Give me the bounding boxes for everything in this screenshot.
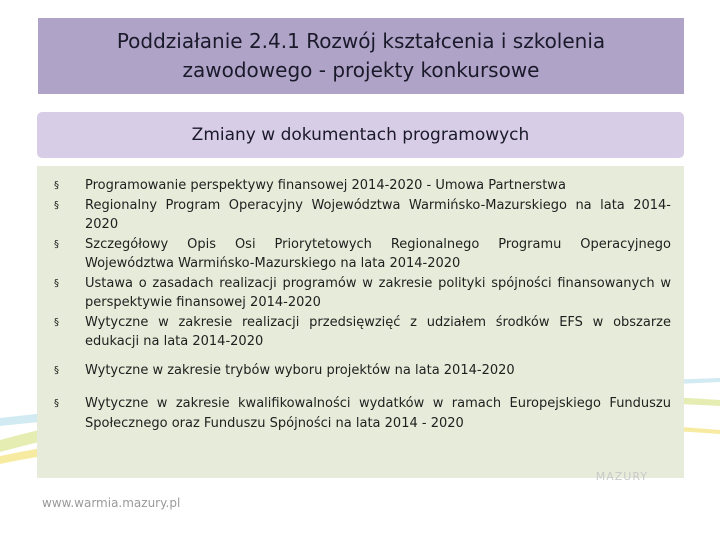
list-item (54, 235, 671, 274)
list-item (54, 394, 671, 433)
bullet-icon: § (54, 364, 59, 376)
title-banner (38, 18, 684, 94)
list-item-text: Wytyczne w zakresie kwalifikowalności wydatków w ramach Europejskiego Funduszu Społecznego oraz Funduszu Spójności na lata 2014 - 2020 (85, 396, 671, 431)
list-item (54, 196, 671, 235)
section-title: Zmiany w dokumentach programowych (191, 125, 530, 145)
list-item (54, 274, 671, 313)
list-item-text: Programowanie perspektywy finansowej 2014-2020 - Umowa Partnerstwa (85, 178, 566, 193)
bullet-icon: § (54, 180, 59, 191)
bullet-icon: § (54, 199, 59, 211)
bullet-icon: § (54, 316, 59, 328)
bullet-icon: § (54, 398, 59, 409)
bullet-icon: § (54, 238, 59, 250)
list-item-text: Ustawa o zasadach realizacji programów w zakresie polityki spójności finansowanych w perspektywie finansowej 2014-2020 (85, 275, 671, 310)
partial-logo: MAZURY (595, 470, 648, 483)
footer-url: www.warmia.mazury.pl (42, 496, 181, 510)
list-item-text: Wytyczne w zakresie realizacji przedsięwzięć z udziałem środków EFS w obszarze edukacji na lata 2014-2020 (85, 314, 671, 349)
list-item-text: Szczegółowy Opis Osi Priorytetowych Regionalnego Programu Operacyjnego Województwa Warmińsko-Mazurskiego na lata 2014-2020 (85, 236, 671, 271)
bullet-icon: § (54, 277, 59, 289)
subtitle-banner (37, 112, 684, 158)
list-item-text: Regionalny Program Operacyjny Województwa Warmińsko-Mazurskiego na lata 2014-2020 (85, 197, 671, 232)
list-item-text: Wytyczne w zakresie trybów wyboru projektów na lata 2014-2020 (85, 362, 515, 378)
list-item (54, 176, 671, 196)
list-item (54, 313, 671, 352)
document-list (54, 176, 671, 433)
content-panel (37, 166, 684, 478)
page-title: Poddziałanie 2.4.1 Rozwój kształcenia i szkolenia zawodowego - projekty konkursowe (116, 29, 606, 82)
list-item (54, 361, 671, 381)
